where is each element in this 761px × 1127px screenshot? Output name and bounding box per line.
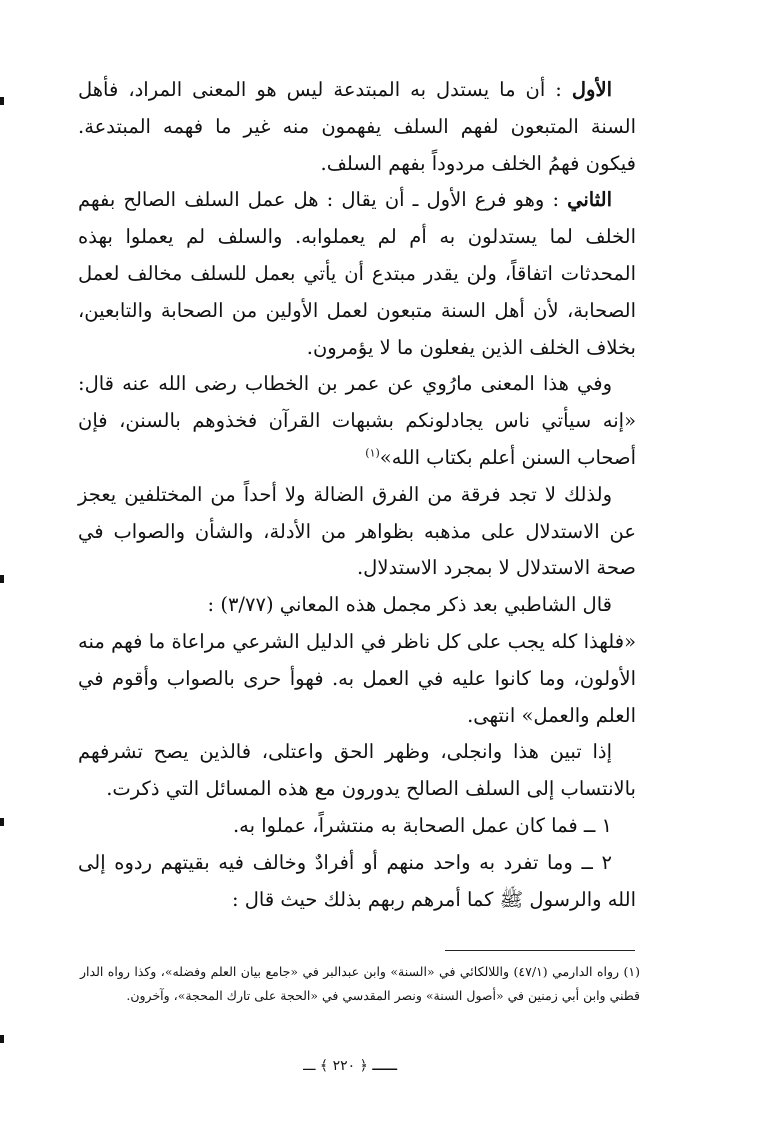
paragraph-shatibi-quote — [78, 624, 636, 734]
paragraph-conclusion — [78, 734, 636, 808]
paragraph-lead: الأول — [571, 78, 612, 101]
main-text — [78, 72, 636, 918]
paragraph-text: : وهو فرع الأول ـ أن يقال : هل عمل السلف الصالح بفهم الخلف لما يستدلون به أم لم يعملوابه. والسلف لم يعملوا بهذه المحدثات اتفاقاً، ولن يقدر مبتدع أن يأتي بعمل للسلف مخالف لعمل الصحابة، لأن أهل السنة متبعون لعمل الأولين من الصحابة والتابعين، بخلاف الخلف الذين يفعلون ما لا يؤمرون. — [78, 188, 636, 359]
margin-mark — [0, 97, 4, 105]
footnote-reference: (١) — [365, 446, 380, 460]
footnote: (١) رواه الدارمي (٤٧/١) واللالكائي في «السنة» وابن عبدالبر في «جامع بيان العلم وفضله»، وكذا رواه الدار قطني وابن أبي زمنين في «أصول السنة» ونصر المقدسي في «الحجة على تارك المحجة»، وآخرون. — [80, 964, 640, 1003]
paragraph-text: قال الشاطبي بعد ذكر مجمل هذه المعاني (٣/٧٧) : — [207, 593, 612, 617]
paragraph-text: ٢ ــ وما تفرد به واحد منهم أو أفرادٌ وخالف فيه بقيتهم ردوه إلى الله والرسول ﷺ كما أمرهم ربهم بذلك حيث قال : — [78, 850, 636, 911]
paragraph-text: إذا تبين هذا وانجلى، وظهر الحق واعتلى، فالذين يصح تشرفهم بالانتساب إلى السلف الصالح يدورون مع هذه المسائل التي ذكرت. — [78, 740, 636, 801]
footnote-divider — [445, 950, 635, 951]
paragraph-text: ١ ــ فما كان عمل الصحابة به منتشراً، عملوا به. — [232, 813, 612, 837]
paragraph-shatibi-intro — [78, 587, 636, 624]
paragraph-text: ولذلك لا تجد فرقة من الفرق الضالة ولا أحداً من المختلفين يعجز عن الاستدلال على مذهبه بظواهر من الأدلة، والشأن والصواب في صحة الاستدلال لا بمجرد الاستدلال. — [78, 482, 636, 580]
margin-mark — [0, 575, 4, 583]
paragraph-sects — [78, 477, 636, 587]
paragraph-text: : أن ما يستدل به المبتدعة ليس هو المعنى المراد، فأهل السنة المتبعون لفهم السلف يفهمون منه غير ما فهمه المبتدعة. فيكون فهمُ الخلف مردوداً بفهم السلف. — [78, 78, 636, 175]
page-number: ـــ ﴿ ٢٢٠ ﴾ ـــ — [303, 1058, 397, 1074]
paragraph-umar-quote — [78, 366, 636, 476]
list-item-1 — [78, 808, 636, 845]
paragraph-first-point — [78, 72, 636, 182]
paragraph-text: «فلهذا كله يجب على كل ناظر في الدليل الشرعي مراعاة ما فهم منه الأولون، وما كانوا عليه في العمل به. فهوأ حرى بالصواب وأقوم في العلم والعمل» انتهى. — [78, 629, 636, 727]
paragraph-second-point — [78, 182, 636, 366]
margin-mark — [0, 1035, 4, 1043]
paragraph-text: وفي هذا المعنى مارُوي عن عمر بن الخطاب رضى الله عنه قال: «إنه سيأتي ناس يجادلونكم بشبهات القرآن فخذوهم بالسنن، فإن أصحاب السنن أعلم بكتاب الله» — [78, 372, 636, 469]
list-item-2 — [78, 845, 636, 919]
paragraph-lead: الثاني — [567, 188, 612, 212]
margin-mark — [0, 818, 4, 826]
